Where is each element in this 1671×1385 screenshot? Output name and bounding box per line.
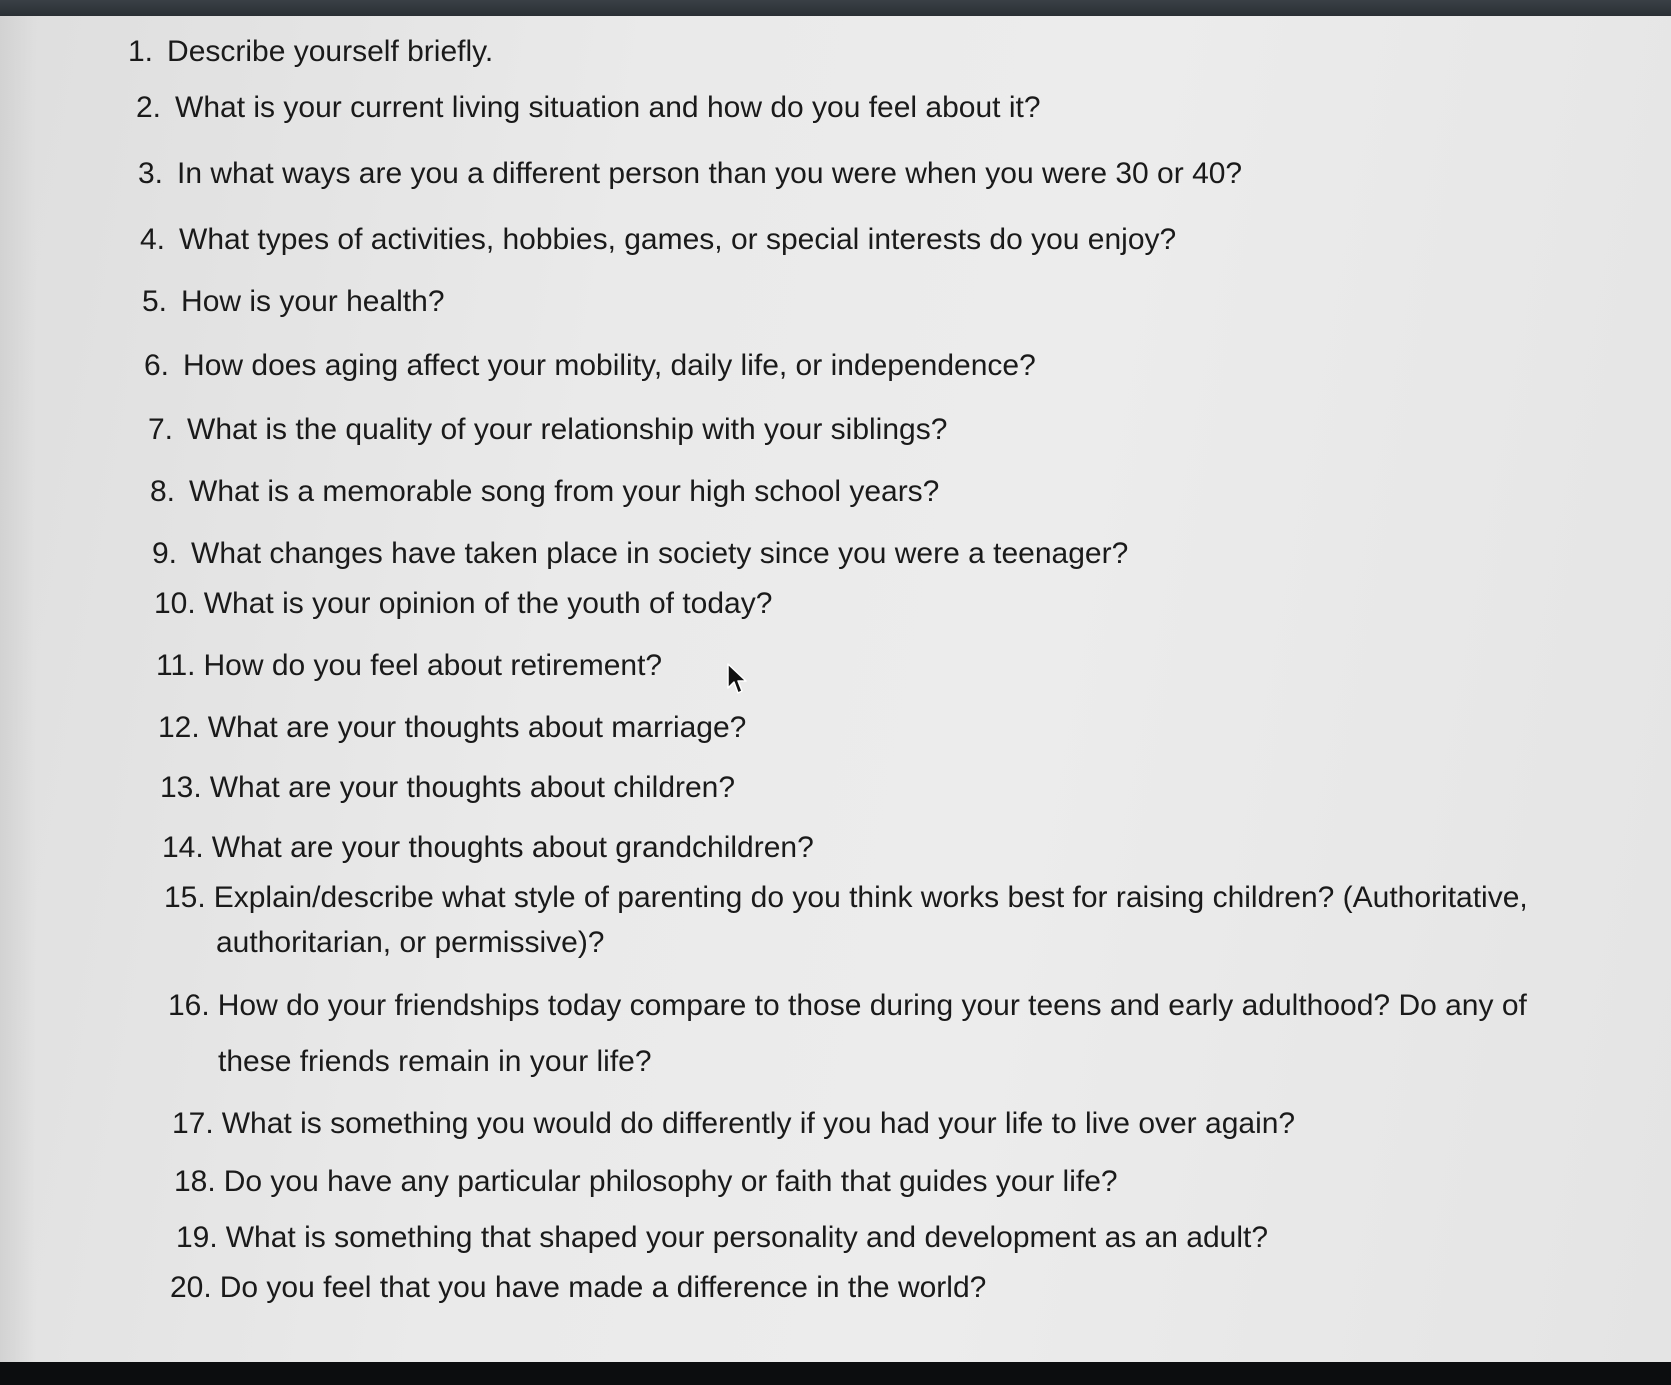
question-text: Describe yourself briefly.: [167, 35, 494, 68]
question-item: [152, 532, 1128, 576]
question-text: What are your thoughts about children?: [209, 771, 736, 804]
question-text: What is your current living situation and how do you feel about it?: [175, 91, 1041, 124]
question-item: [170, 1266, 986, 1310]
arrow-cursor-icon: [726, 662, 748, 696]
question-item: [144, 344, 1036, 388]
question-number: 12.: [158, 711, 200, 744]
question-item: [162, 826, 814, 870]
question-number: 7.: [148, 413, 174, 446]
question-text: How does aging affect your mobility, daily life, or independence?: [183, 349, 1036, 382]
question-number: 6.: [144, 349, 170, 382]
question-number: 13.: [160, 771, 202, 804]
question-item: [128, 30, 493, 74]
question-text: What are your thoughts about marriage?: [207, 711, 747, 744]
question-item: [164, 876, 1528, 959]
question-number: 4.: [140, 223, 166, 256]
question-text: What is something you would do differently if you had your life to live over again?: [221, 1107, 1296, 1140]
question-item: [176, 1216, 1268, 1260]
question-number: 5.: [142, 285, 168, 318]
question-number: 8.: [150, 475, 176, 508]
question-item: [142, 280, 445, 324]
question-number: 14.: [162, 831, 204, 864]
question-item: [148, 408, 947, 452]
question-number: 18.: [174, 1165, 216, 1198]
question-text: Do you feel that you have made a difference in the world?: [219, 1271, 987, 1304]
question-text: How do you feel about retirement?: [203, 649, 663, 682]
question-number: 9.: [152, 537, 178, 570]
question-item: [172, 1102, 1295, 1146]
question-item: [136, 86, 1041, 130]
question-text: What is the quality of your relationship with your siblings?: [187, 413, 948, 446]
question-item: [174, 1160, 1118, 1204]
question-text: Explain/describe what style of parenting do you think works best for raising children? (Authoritative,: [213, 881, 1528, 914]
question-text: What changes have taken place in society since you were a teenager?: [191, 537, 1129, 570]
question-number: 10.: [154, 587, 196, 620]
question-item: [158, 706, 746, 750]
question-number: 17.: [172, 1107, 214, 1140]
question-text: What types of activities, hobbies, games, or special interests do you enjoy?: [179, 223, 1177, 256]
question-number: 2.: [136, 91, 162, 124]
question-item: [160, 766, 735, 810]
question-item: [168, 984, 1527, 1078]
question-text: Do you have any particular philosophy or faith that guides your life?: [223, 1165, 1118, 1198]
question-item: [154, 582, 772, 626]
question-text: What is a memorable song from your high school years?: [189, 475, 940, 508]
question-item: [150, 470, 939, 514]
question-text: How do your friendships today compare to those during your teens and early adulthood? Do any of: [217, 989, 1527, 1022]
question-number: 20.: [170, 1271, 212, 1304]
question-number: 19.: [176, 1221, 218, 1254]
question-text: What is your opinion of the youth of today?: [203, 587, 773, 620]
question-text: How is your health?: [181, 285, 445, 318]
question-text: What is something that shaped your personality and development as an adult?: [225, 1221, 1269, 1254]
question-text: What are your thoughts about grandchildren?: [211, 831, 814, 864]
question-number: 3.: [138, 157, 164, 190]
question-item: [156, 644, 662, 688]
question-number: 16.: [168, 989, 210, 1022]
question-item: [140, 218, 1176, 262]
question-number: 1.: [128, 35, 154, 68]
question-text-continuation: authoritarian, or permissive)?: [216, 926, 605, 959]
question-item: [138, 152, 1242, 196]
question-number: 15.: [164, 881, 206, 914]
question-text: In what ways are you a different person than you were when you were 30 or 40?: [177, 157, 1243, 190]
question-number: 11.: [156, 649, 196, 682]
question-text-continuation: these friends remain in your life?: [218, 1045, 652, 1078]
